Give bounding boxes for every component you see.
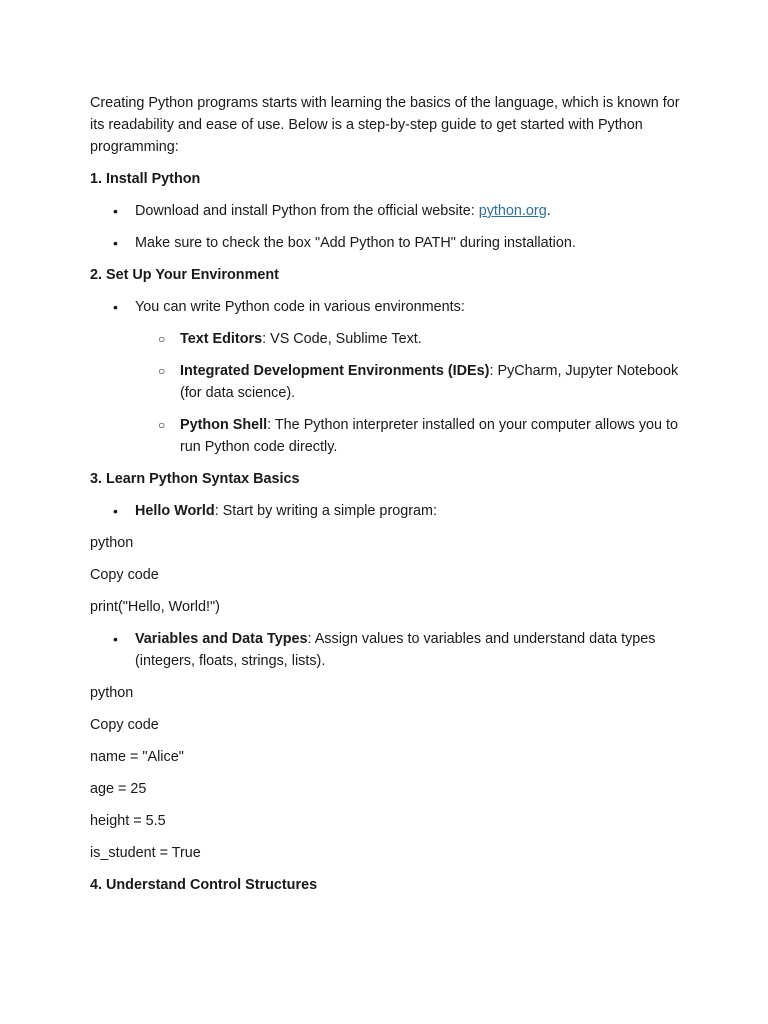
- code-language-label: python: [90, 535, 134, 551]
- intro-paragraph: Creating Python programs starts with learning the basics of the language, which is known for its readability and ease of use. Below is a step-by-step guide to get started with Python programming:: [90, 95, 680, 155]
- term-label: Text Editors: [180, 331, 263, 347]
- term-label: Hello World: [135, 503, 215, 519]
- code-line: height = 5.5: [90, 813, 166, 829]
- section-heading-control: 4. Understand Control Structures: [90, 877, 318, 893]
- term-description: : VS Code, Sublime Text.: [262, 331, 422, 347]
- syntax-list-vars: [90, 628, 690, 672]
- list-item: [90, 628, 690, 672]
- term-description: : PyCharm, Jupyter Notebook (for data science).: [180, 363, 679, 401]
- bullet-icon: •: [113, 299, 118, 315]
- document-body: [90, 92, 690, 896]
- bullet-icon: •: [113, 203, 118, 219]
- term-description: : The Python interpreter installed on your computer allows you to run Python code directly.: [180, 417, 679, 455]
- section-heading-install: 1. Install Python: [90, 171, 201, 187]
- list-item: [90, 200, 690, 222]
- code-line: print("Hello, World!"): [90, 599, 220, 615]
- bullet-icon: •: [113, 631, 118, 647]
- term-description: : Start by writing a simple program:: [214, 503, 438, 519]
- sub-list-item: [90, 328, 690, 350]
- list-item: [90, 296, 690, 318]
- circle-bullet-icon: ○: [158, 332, 166, 346]
- bullet-icon: •: [113, 503, 118, 519]
- copy-code-button[interactable]: Copy code: [90, 567, 159, 583]
- code-line: age = 25: [90, 781, 147, 797]
- term-label: Variables and Data Types: [135, 631, 308, 647]
- list-item-suffix: .: [546, 203, 551, 219]
- python-org-link[interactable]: python.org: [478, 203, 547, 219]
- list-item-text: Download and install Python from the official website:: [135, 203, 479, 219]
- circle-bullet-icon: ○: [158, 418, 166, 432]
- environment-list: [90, 296, 690, 458]
- term-label: Python Shell: [180, 417, 268, 433]
- code-line: is_student = True: [90, 845, 201, 861]
- list-item: [90, 500, 690, 522]
- list-item: [90, 232, 690, 254]
- copy-code-button[interactable]: Copy code: [90, 717, 159, 733]
- sub-list-item: [90, 360, 690, 404]
- list-item-text: You can write Python code in various environments:: [135, 299, 465, 315]
- term-label: Integrated Development Environments (IDEs): [180, 363, 490, 379]
- code-line: name = "Alice": [90, 749, 184, 765]
- syntax-list-hello: [90, 500, 690, 522]
- section-heading-syntax: 3. Learn Python Syntax Basics: [90, 471, 300, 487]
- code-language-label: python: [90, 685, 134, 701]
- circle-bullet-icon: ○: [158, 364, 166, 378]
- term-description: : Assign values to variables and understand data types (integers, floats, strings, lists).: [135, 631, 656, 669]
- bullet-icon: •: [113, 235, 118, 251]
- install-list: [90, 200, 690, 254]
- sub-list-item: [90, 414, 690, 458]
- list-item-text: Make sure to check the box "Add Python to PATH" during installation.: [135, 235, 576, 251]
- section-heading-environment: 2. Set Up Your Environment: [90, 267, 279, 283]
